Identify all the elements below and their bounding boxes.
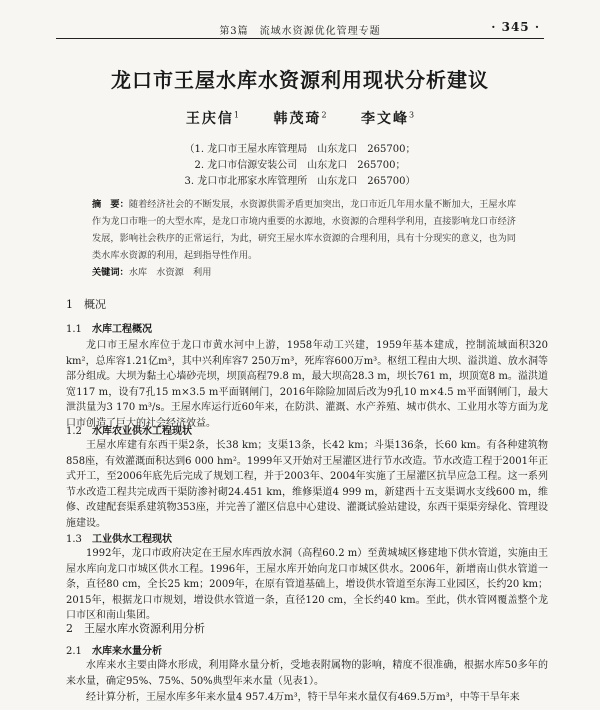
running-head [56, 18, 544, 39]
running-head-title: 第3篇 流域水资源优化管理专题 [219, 26, 381, 37]
abstract-label: 摘 要： [92, 199, 129, 210]
body-paragraph: 水库来水主要由降水形成，利用降水量分析，受地表附属物的影响，精度不很准确，根据水库50多年的来水量，确定95%、75%、50%典型年来水量（见表1）。 [66, 660, 548, 687]
author-list [0, 108, 600, 128]
subsection-heading: 1.2 水库农业供水工程现状 [66, 426, 192, 437]
section-heading: 2 王屋水库水资源利用分析 [66, 622, 205, 635]
keywords [92, 264, 211, 278]
subsection-heading: 2.1 水库来水量分析 [66, 646, 162, 657]
body-paragraph: 龙口市王屋水库位于龙口市黄水河中上游，1958年动工兴建，1959年基本建成，控制流域面积320 km²，总库容1.21亿m³，其中兴利库容7 250万m³，死库容600万m³。枢纽工程由大坝、溢洪道、放水洞等部分组成。大坝为黏土心墙砂壳坝，坝顶高程79.8 m，最大坝高28.3 m，坝长761 m，坝顶宽8 m。溢洪道宽117 m，设有7孔15 m×3.5 m平面钢闸门，2016年除险加固后改为9孔10 m×4.5 m平面钢闸门，最大泄洪量为3 170 m³/s。王屋水库运行近60年来，在防洪、灌溉、水产养殖、城市供水、工业用水等方面为龙口市创造了巨大的社会经济效益。 [66, 340, 548, 429]
affiliation-line: 3. 龙口市北邢家水库管理所 山东龙口 265700） [184, 176, 416, 187]
body-paragraph: 经计算分析，王屋水库多年来水量4 957.4万m³，特干旱年来水量仅有469.5万m³，中等干旱年来 [86, 692, 520, 703]
affiliation-line: （1. 龙口市王屋水库管理局 山东龙口 265700； [184, 144, 416, 155]
keywords-label: 关键词： [92, 267, 129, 278]
keywords-text: 水库 水资源 利用 [128, 267, 212, 278]
author: 韩茂琦$^2$ [273, 110, 327, 127]
body-paragraph: 1992年，龙口市政府决定在王屋水库西放水洞（高程60.2 m）至黄城城区修建地下供水管道，实施由王屋水库向龙口市城区供水工程。1996年，王屋水库开始向龙口市城区供水。2006年，新增南山供水管道一条，直径80 cm，全长25 km；2009年，在原有管道基础上，增设供水管道至东海工业园区，长约20 km；2015年，根据龙口市规划，增设供水管道一条，直径120 cm，全长约40 km。至此，供水管网覆盖整个龙口市区和南山集团。 [66, 548, 548, 621]
abstract [92, 196, 516, 264]
body-paragraph: 王屋水库建有东西干渠2条，长38 km；支渠13条，长42 km；斗渠136条，长60 km。有各种建筑物858座，有效灌溉面积达到6 000 hm²。1999年又开始对王屋灌区进行节水改造。节水改造工程于2001年正式开工，至2006年底先后完成了规划工程，并于2003年、2004年实施了王屋灌区抗旱应急工程。这一系列节水改造工程共完成西干渠防渗衬砌24.451 km，维修渠道4 999 m，新建西十五支渠调水支线600 m，维修、改建配套渠系建筑物353座，并完善了灌区信息中心建设、灌溉试验站建设，东西干渠渠旁绿化、管理设施建设。 [66, 440, 548, 529]
affiliation-line: 2. 龙口市信源安装公司 山东龙口 265700； [194, 160, 406, 171]
abstract-text: 随着经济社会的不断发展，水资源供需矛盾更加突出，龙口市近几年用水量不断加大，王屋水库作为龙口市唯一的大型水库，是龙口市境内重要的水源地，水资源的合理科学利用，直接影响龙口市经济发展，影响社会秩序的正常运行，为此，研究王屋水库水资源的合理利用，具有十分现实的意义，也为同类水库水资源的利用，起到指导性作用。 [92, 199, 517, 261]
page-number: · 345 · [491, 20, 540, 34]
section-heading: 1 概况 [66, 298, 106, 311]
subsection-heading: 1.3 工业供水工程现状 [66, 534, 172, 545]
author: 王庆信$^1$ [185, 110, 239, 127]
paper-title: 龙口市王屋水库水资源利用现状分析建议 [111, 68, 489, 92]
author: 李文峰$^3$ [361, 110, 415, 127]
subsection-heading: 1.1 水库工程概况 [66, 324, 152, 335]
